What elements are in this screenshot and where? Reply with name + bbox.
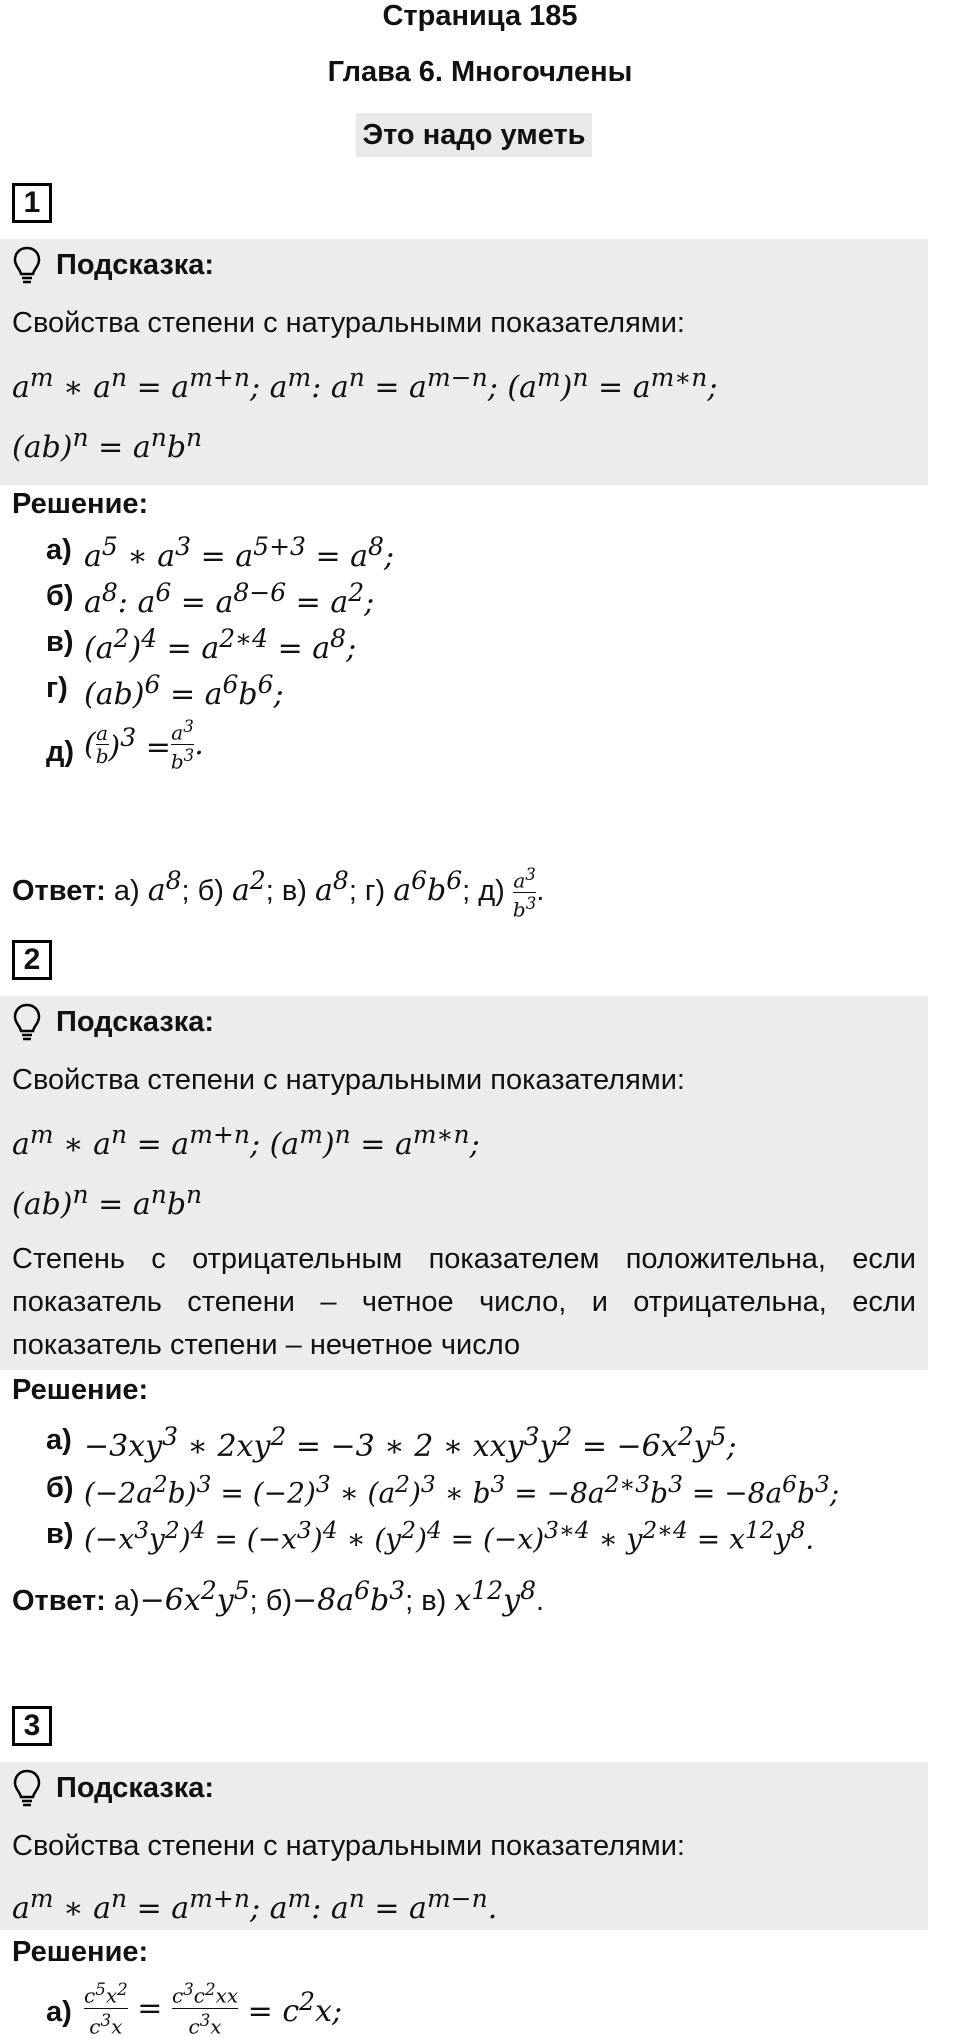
hint-paragraph: Степень с отрицательным показателем положительна, если показатель степени – четное число, и отрицательна, если показатель степени – нечетное число [12,1243,916,1361]
solution-expression: $a^5$ ∗ $a^3 = a^{5+3} = a^8$; [84,532,395,574]
lightbulb-icon [12,1002,42,1042]
solution-expression: ( $\frac{a}{b}$ )$^3$ = $\frac{a^3}{b^3}$ . [84,717,204,774]
task-number-2: 2 [12,940,52,980]
page-number: Страница 185 [382,0,578,32]
hint-title: Подсказка: [56,249,215,281]
solution-expression: $\frac{c^5x^2}{c^3x}$ = $\frac{c^3c^2xx}{c^3x}$ = $c^2x$; [84,1980,343,2039]
section-title: Это надо уметь [356,113,592,157]
answer-title: Ответ: [12,1585,106,1617]
formula-line: $a^m$ ∗ $a^n = a^{m+n}$; $a^m$: $a^n = a^{m-n}$; $(a^m)^n = a^{m∗n}$; [12,363,718,405]
item-label: а) [46,1996,72,2028]
solution-expression: $(-x^3y^2)^4 = (-x^3)^4$ ∗ $(y^2)^4 = (-x)^{3∗4}$ ∗ $y^{2∗4} = x^{12}y^8$. [84,1516,815,1556]
item-label: г) [46,672,68,704]
item-label: б) [46,580,74,612]
solution-expression: $(ab)^6 = a^6b^6$; [84,670,284,712]
hint-title: Подсказка: [56,1772,215,1804]
solution-expression: $-3xy^3$ ∗ $2xy^2 = -3$ ∗ 2 ∗ $xxy^3y^2 = -6x^2y^5$; [84,1422,737,1464]
item-label: в) [46,1518,74,1550]
item-label: а) [46,534,72,566]
solution-title: Решение: [12,488,149,520]
answer-line [12,1576,544,1618]
item-label: б) [46,1472,74,1504]
task-number-3: 3 [12,1706,52,1746]
formula-line: $a^m$ ∗ $a^n = a^{m+n}$; $a^m$: $a^n = a^{m-n}$. [12,1884,498,1926]
hint-text: Свойства степени с натуральными показателями: [12,1830,685,1862]
item-label: д) [46,736,75,768]
hint-title: Подсказка: [56,1006,215,1038]
solution-title: Решение: [12,1936,149,1968]
formula-line: $a^m$ ∗ $a^n = a^{m+n}$; $(a^m)^n = a^{m∗n}$; [12,1120,480,1162]
answer-line [12,864,544,920]
solution-expression: $(-2a^2b)^3 = (-2)^3$ ∗ $(a^2)^3$ ∗ $b^3 = -8a^{2∗3}b^3 = -8a^6b^3$; [84,1470,840,1510]
hint-box-1 [0,239,928,485]
answer-title: Ответ: [12,874,106,907]
formula-line: $(ab)^n = a^nb^n$ [12,423,203,465]
answer-text: а) $a^8$; б) $a^2$; в) $a^8$; г) $a^6b^6$; д) $\frac{a^3}{b^3}$ . [113,865,545,922]
hint-text: Свойства степени с натуральными показателями: [12,307,685,339]
hint-box-2 [0,996,928,1370]
hint-text: Свойства степени с натуральными показателями: [12,1064,685,1096]
task-number-1: 1 [12,183,52,223]
solution-expression: $(a^2)^4 = a^{2∗4} = a^8$; [84,624,357,666]
item-label: а) [46,1424,72,1456]
solution-expression: $a^8$: $a^6 = a^{8-6} = a^2$; [84,578,375,620]
formula-line: $(ab)^n = a^nb^n$ [12,1180,203,1222]
answer-text: $а)-6x^2y^5$; $б)-8a^6b^3$; в) $x^{12}y^8$. [113,1576,545,1618]
hint-box-3 [0,1762,928,1930]
lightbulb-icon [12,1768,42,1808]
chapter-title: Глава 6. Многочлены [327,56,633,88]
item-label: в) [46,626,74,658]
solution-title: Решение: [12,1374,149,1406]
lightbulb-icon [12,245,42,285]
